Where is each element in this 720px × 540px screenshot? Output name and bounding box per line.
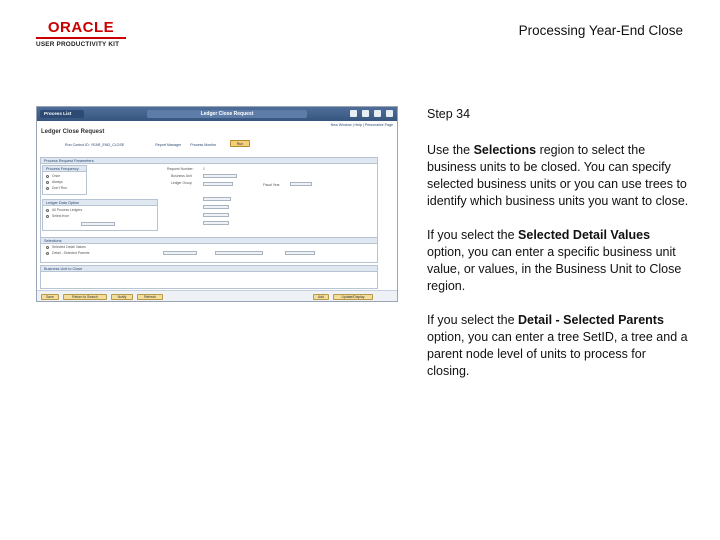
- level-field[interactable]: [285, 251, 315, 255]
- freq-once-label: Once: [52, 174, 61, 178]
- update-display-button[interactable]: Update/Display: [333, 294, 373, 300]
- all-process-ledgers-label: All Process Ledgers: [52, 208, 83, 212]
- detail-selected-parents-label: Detail - Selected Parents: [52, 251, 90, 255]
- selected-detail-values-radio[interactable]: [46, 246, 49, 249]
- process-frequency-header: Process Frequency: [43, 166, 86, 172]
- freq-dontrun-label: Don't Run: [52, 186, 67, 190]
- logo-product: USER PRODUCTIVITY KIT: [36, 41, 120, 48]
- logo-brand: ORACLE: [47, 19, 115, 36]
- selections-group: [40, 237, 378, 263]
- tree-setid-field[interactable]: [163, 251, 197, 255]
- process-monitor-link[interactable]: Process Monitor: [190, 143, 217, 147]
- freq-always-radio[interactable]: [46, 181, 49, 184]
- ps-header-links[interactable]: New Window | Help | Personalize Page: [330, 123, 393, 127]
- p3-pre: If you select the: [427, 313, 519, 327]
- fiscal-year-label: Fiscal Year: [263, 183, 280, 187]
- p1-bold: Selections: [473, 143, 537, 157]
- run-control-id: Run Control ID: YEAR_END_CLOSE: [65, 143, 125, 147]
- bu-to-close-header: Business Unit to Close: [41, 266, 377, 272]
- tree-field[interactable]: [215, 251, 263, 255]
- p2-bold: Selected Detail Values: [518, 228, 651, 242]
- instruction-paragraph-3: [427, 312, 689, 380]
- search-icon[interactable]: [374, 110, 381, 117]
- logo-divider: [36, 37, 126, 39]
- notify-button[interactable]: Notify: [111, 294, 133, 300]
- fiscal-year-field[interactable]: [290, 182, 312, 186]
- freq-always-label: Always: [52, 180, 63, 184]
- process-frequency-group: [42, 165, 87, 195]
- process-request-parameters-header: Process Request Parameters: [41, 158, 377, 164]
- run-control-row: [65, 143, 216, 147]
- business-unit-field[interactable]: [203, 174, 237, 178]
- instruction-panel: [427, 106, 689, 397]
- detail-field-3[interactable]: [203, 213, 229, 217]
- all-process-ledgers-radio[interactable]: [46, 209, 49, 212]
- save-button[interactable]: Save: [41, 294, 59, 300]
- p2-post: option, you can enter a specific business unit value, or values, in the Business Unit to Close region.: [427, 245, 682, 293]
- run-button[interactable]: Run: [230, 140, 250, 147]
- specify-field[interactable]: [81, 222, 115, 226]
- report-manager-link[interactable]: Report Manager: [155, 143, 182, 147]
- ps-header-bar: [37, 107, 397, 121]
- ps-header-icons: [350, 110, 393, 117]
- p1-post: region to select the business units to be closed. You can specify selected business units or you can use trees to identify which business units you want to close.: [427, 143, 689, 208]
- freq-dontrun-radio[interactable]: [46, 187, 49, 190]
- ps-window-title: Ledger Close Request: [147, 110, 307, 118]
- worklist-icon[interactable]: [362, 110, 369, 117]
- instruction-paragraph-2: [427, 227, 689, 295]
- process-list-button[interactable]: Process List: [40, 110, 84, 118]
- p3-post: option, you can enter a tree SetID, a tree and a parent node level of units to process for closing.: [427, 330, 688, 378]
- ledger-group-label: Ledger Group: [171, 181, 192, 185]
- oracle-upk-logo: [36, 20, 126, 48]
- ps-toolbar: [37, 290, 397, 301]
- ledger-group-field[interactable]: [203, 182, 233, 186]
- request-number-value: 1: [203, 167, 205, 171]
- return-to-search-button[interactable]: Return to Search: [63, 294, 107, 300]
- p2-pre: If you select the: [427, 228, 519, 242]
- refresh-button[interactable]: Refresh: [137, 294, 163, 300]
- detail-field-4[interactable]: [203, 221, 229, 225]
- instruction-paragraph-1: [427, 142, 689, 210]
- detail-field-1[interactable]: [203, 197, 231, 201]
- ps-page-heading: Ledger Close Request: [41, 129, 105, 135]
- detail-field-2[interactable]: [203, 205, 229, 209]
- step-label: Step 34: [427, 107, 471, 121]
- select-from-label: Select from: [52, 214, 70, 218]
- business-unit-label: Business Unit: [171, 174, 192, 178]
- ledger-close-screenshot: [36, 106, 398, 302]
- add-button[interactable]: Add: [313, 294, 329, 300]
- detail-selected-parents-radio[interactable]: [46, 252, 49, 255]
- selected-detail-values-label: Selected Detail Values: [52, 245, 86, 249]
- bu-to-close-group: [40, 265, 378, 289]
- slide-title: Processing Year-End Close: [518, 23, 683, 38]
- menu-icon[interactable]: [386, 110, 393, 117]
- request-number-label: Request Number:: [167, 167, 194, 171]
- p3-bold: Detail - Selected Parents: [518, 313, 664, 327]
- ledger-data-option-header: Ledger Data Option: [43, 200, 157, 206]
- freq-once-radio[interactable]: [46, 175, 49, 178]
- p1-pre: Use the: [427, 143, 474, 157]
- selections-header: Selections: [41, 238, 377, 244]
- select-from-radio[interactable]: [46, 215, 49, 218]
- home-icon[interactable]: [350, 110, 357, 117]
